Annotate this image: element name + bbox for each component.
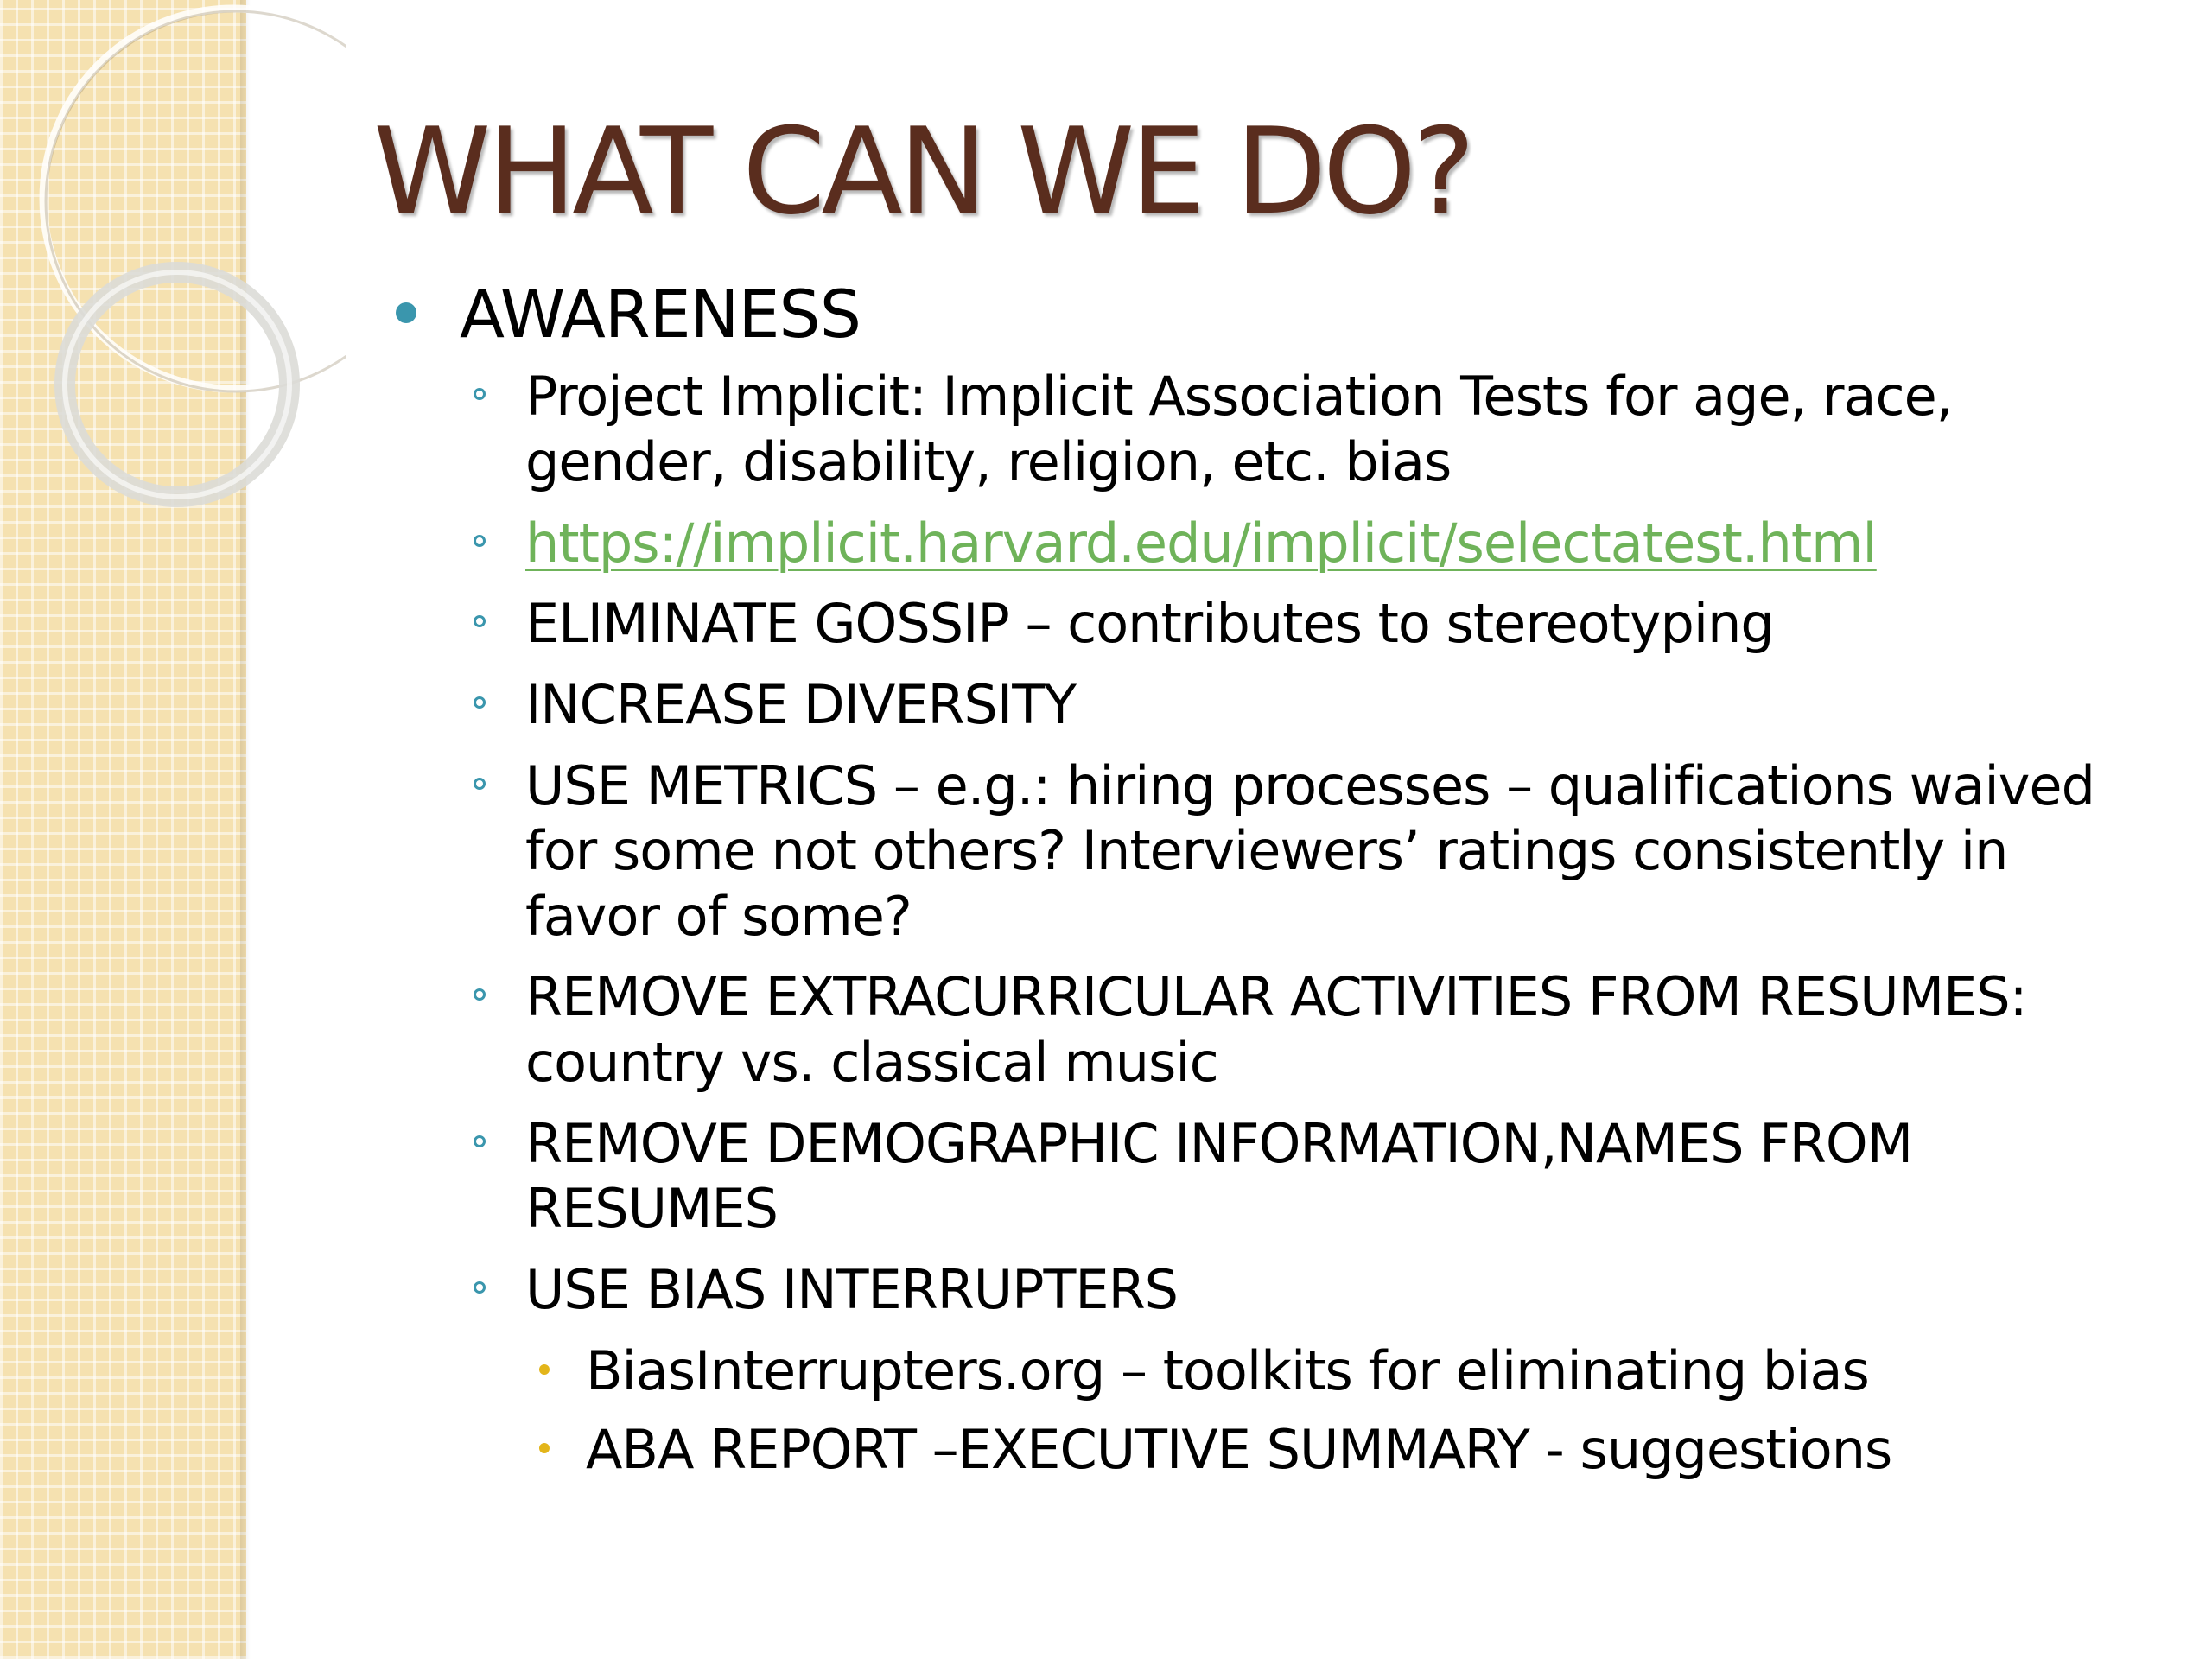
bullet-text: AWARENESS <box>460 276 861 353</box>
implicit-test-link[interactable]: https://implicit.harvard.edu/implicit/selectatest.html <box>525 511 1877 575</box>
ring-bullet-icon <box>474 535 486 547</box>
ring-bullet-icon <box>474 778 486 790</box>
sub-bullet-text: INCREASE DIVERSITY <box>525 672 1076 736</box>
sub-bullet-text: REMOVE EXTRACURRICULAR ACTIVITIES FROM RESUMES: country vs. classical music <box>525 965 2027 1095</box>
ring-bullet-icon <box>474 1281 486 1294</box>
sub-bullet-link <box>389 511 2152 576</box>
sub-bullet-text: REMOVE DEMOGRAPHIC INFORMATION,NAMES FROM RESUMES <box>525 1111 1913 1241</box>
sub-bullet-text: ELIMINATE GOSSIP – contributes to stereotyping <box>525 592 1774 656</box>
ring-bullet-icon <box>474 696 486 709</box>
ring-bullet-icon <box>474 1135 486 1147</box>
sub-bullet-bias-interrupters <box>389 1257 2152 1323</box>
sub-sub-bullet-text: BiasInterrupters.org – toolkits for eliminating bias <box>586 1338 1869 1402</box>
sub-bullet-increase-diversity <box>389 672 2152 738</box>
sub-bullet-use-metrics <box>389 753 2152 950</box>
bullet-awareness <box>389 276 2152 352</box>
bullet-dot-icon <box>396 302 416 323</box>
sub-bullet-text: Project Implicit: Implicit Association Tests for age, race, gender, disability, religion, etc. bias <box>525 365 1953 494</box>
sub-bullet-remove-extracurricular <box>389 964 2152 1095</box>
sub-bullet-project-implicit <box>389 364 2152 494</box>
slide-title: WHAT CAN WE DO? <box>373 102 1471 241</box>
sub-sub-bullet-biasinterrupters-org <box>389 1338 2152 1404</box>
sub-sub-bullet-text: ABA REPORT –EXECUTIVE SUMMARY - suggestions <box>586 1418 1892 1482</box>
sub-sub-bullet-aba-report <box>389 1417 2152 1483</box>
ring-bullet-icon <box>474 988 486 1001</box>
slide-content <box>389 276 2152 1497</box>
dot-bullet-icon <box>539 1443 550 1453</box>
decorative-rings <box>0 0 346 605</box>
ring-bullet-icon <box>474 388 486 400</box>
sub-bullet-remove-demographic <box>389 1111 2152 1242</box>
dot-bullet-icon <box>539 1364 550 1375</box>
sub-bullet-text: USE METRICS – e.g.: hiring processes – qualifications waived for some not others? Interviewers’ ratings consistently in favor of some? <box>525 753 2094 948</box>
sub-bullet-text: USE BIAS INTERRUPTERS <box>525 1257 1179 1321</box>
sub-bullet-eliminate-gossip <box>389 591 2152 657</box>
ring-bullet-icon <box>474 615 486 627</box>
